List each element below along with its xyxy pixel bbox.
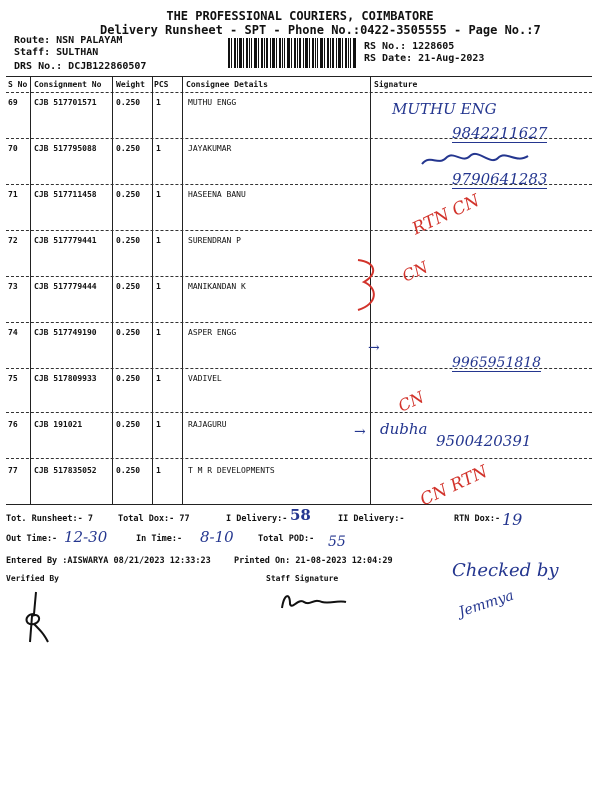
- handwritten-sign: Jemmya: [456, 587, 516, 621]
- row-sno: 77: [8, 466, 18, 475]
- total-runsheet: Tot. Runsheet:- 7: [6, 514, 93, 524]
- row-sno: 71: [8, 190, 18, 199]
- rs-number: RS No.: 1228605: [364, 41, 455, 52]
- table-row: [6, 466, 592, 478]
- table-top-border: [6, 76, 592, 77]
- table-row: [6, 98, 592, 110]
- handwritten-rtn-dox: 19: [502, 510, 523, 529]
- row-consignee: MANIKANDAN K: [188, 282, 246, 291]
- out-time: Out Time:-: [6, 534, 58, 544]
- handwritten-name: MUTHU ENG: [392, 100, 497, 118]
- row-consignee: RAJAGURU: [188, 420, 227, 429]
- row-sno: 69: [8, 98, 18, 107]
- row-consignment: CJB 517779441: [34, 236, 97, 245]
- row-divider: [6, 322, 592, 323]
- row-consignment: CJB 517809933: [34, 374, 97, 383]
- row-consignment: CJB 517701571: [34, 98, 97, 107]
- row-weight: 0.250: [116, 98, 141, 107]
- row-sno: 75: [8, 374, 18, 383]
- row-weight: 0.250: [116, 328, 141, 337]
- row-sno: 74: [8, 328, 18, 337]
- row-divider: [6, 458, 592, 459]
- row-consignment: CJB 517795088: [34, 144, 97, 153]
- row-pcs: 1: [156, 420, 161, 429]
- i-delivery: I Delivery:-: [226, 514, 288, 524]
- row-weight: 0.250: [116, 466, 141, 475]
- handwritten-in-time: 8-10: [200, 528, 234, 546]
- handwritten-return-mark: CN RTN: [417, 461, 491, 511]
- handwritten-return-mark: RTN CN: [409, 190, 483, 240]
- row-consignment: CJB 517779444: [34, 282, 97, 291]
- verified-signature: [20, 590, 50, 646]
- ii-delivery: II Delivery:-: [338, 514, 405, 524]
- row-sno: 73: [8, 282, 18, 291]
- entered-by: Entered By :AISWARYA 08/21/2023 12:33:23: [6, 556, 211, 566]
- row-consignee: T M R DEVELOPMENTS: [188, 466, 275, 475]
- row-divider: [6, 412, 592, 413]
- runsheet-title: Delivery Runsheet - SPT - Phone No.:0422-3505555 - Page No.:7: [100, 23, 541, 37]
- row-weight: 0.250: [116, 144, 141, 153]
- table-row: [6, 374, 592, 386]
- row-sno: 76: [8, 420, 18, 429]
- row-consignee: VADIVEL: [188, 374, 222, 383]
- arrow-icon: →: [368, 340, 380, 356]
- row-pcs: 1: [156, 144, 161, 153]
- row-consignment: CJB 191021: [34, 420, 83, 429]
- handwritten-name: dubha: [380, 420, 428, 438]
- handwritten-cn-mark: CN: [399, 257, 432, 286]
- row-weight: 0.250: [116, 374, 141, 383]
- staff-signature: [278, 588, 348, 614]
- row-consignment: CJB 517835052: [34, 466, 97, 475]
- header-divider: [6, 92, 592, 93]
- table-row: [6, 328, 592, 340]
- row-weight: 0.250: [116, 190, 141, 199]
- header-weight: Weight: [116, 80, 145, 89]
- row-consignee: HASEENA BANU: [188, 190, 246, 199]
- row-pcs: 1: [156, 466, 161, 475]
- handwritten-phone: 9965951818: [452, 355, 542, 371]
- verified-by-label: Verified By: [6, 574, 59, 583]
- rs-date: RS Date: 21-Aug-2023: [364, 53, 485, 64]
- row-sno: 70: [8, 144, 18, 153]
- table-row: [6, 236, 592, 248]
- row-sno: 72: [8, 236, 18, 245]
- handwritten-cn-mark: CN: [395, 387, 428, 416]
- row-weight: 0.250: [116, 236, 141, 245]
- table-bottom-border: [6, 504, 592, 505]
- company-title: THE PROFESSIONAL COURIERS, COIMBATORE: [166, 9, 434, 23]
- rtn-dox: RTN Dox:-: [454, 514, 501, 524]
- barcode-image: [228, 38, 356, 68]
- table-row: [6, 190, 592, 202]
- row-consignment: CJB 517749190: [34, 328, 97, 337]
- table-row: [6, 420, 592, 432]
- handwritten-checked: Checked by: [452, 560, 559, 581]
- row-pcs: 1: [156, 328, 161, 337]
- row-weight: 0.250: [116, 420, 141, 429]
- total-dox: Total Dox:- 77: [118, 514, 190, 524]
- header-signature: Signature: [374, 80, 418, 89]
- printed-on: Printed On: 21-08-2023 12:04:29: [234, 556, 393, 566]
- route-label: Route: NSN PALAYAM: [14, 35, 123, 46]
- row-consignee: MUTHU ENGG: [188, 98, 237, 107]
- row-pcs: 1: [156, 98, 161, 107]
- row-pcs: 1: [156, 374, 161, 383]
- handwritten-bracket: [354, 256, 384, 314]
- table-row: [6, 282, 592, 294]
- handwritten-i-delivery: 58: [290, 506, 311, 524]
- drs-number: DRS No.: DCJB122860507: [14, 61, 147, 72]
- row-consignee: JAYAKUMAR: [188, 144, 232, 153]
- staff-label: Staff: SULTHAN: [14, 47, 99, 58]
- row-consignee: SURENDRAN P: [188, 236, 241, 245]
- row-pcs: 1: [156, 282, 161, 291]
- header-consignment: Consignment No: [34, 80, 102, 89]
- row-consignment: CJB 517711458: [34, 190, 97, 199]
- row-divider: [6, 276, 592, 277]
- handwritten-scribble: [420, 150, 530, 170]
- staff-signature-label: Staff Signature: [266, 574, 339, 583]
- in-time: In Time:-: [136, 534, 183, 544]
- arrow-icon: →: [354, 424, 366, 440]
- header-consignee: Consignee Details: [186, 80, 268, 89]
- row-weight: 0.250: [116, 282, 141, 291]
- row-consignee: ASPER ENGG: [188, 328, 237, 337]
- handwritten-phone: 9790641283: [452, 170, 548, 188]
- row-pcs: 1: [156, 236, 161, 245]
- header-pcs: PCS: [154, 80, 169, 89]
- row-pcs: 1: [156, 190, 161, 199]
- handwritten-phone: 9500420391: [436, 432, 532, 450]
- header-sno: S No: [8, 80, 28, 89]
- handwritten-phone: 9842211627: [452, 124, 548, 142]
- row-divider: [6, 230, 592, 231]
- handwritten-out-time: 12-30: [64, 528, 108, 546]
- handwritten-total-pod: 55: [328, 534, 346, 550]
- total-pod: Total POD:-: [258, 534, 315, 544]
